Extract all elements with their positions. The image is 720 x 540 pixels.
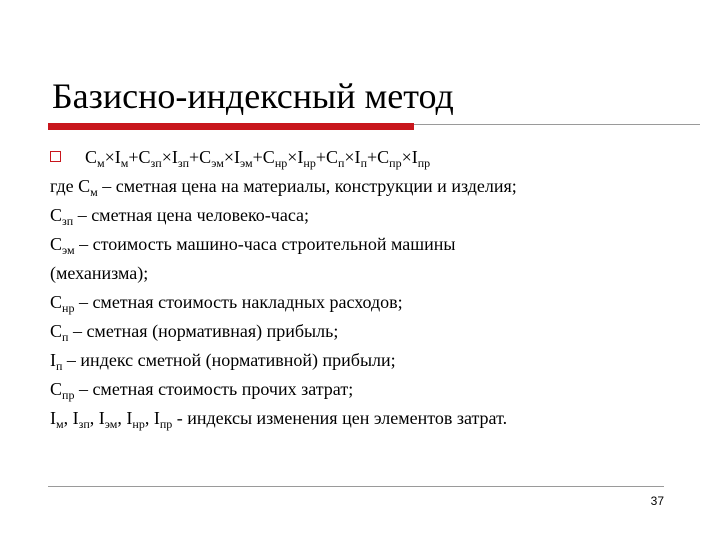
formula-subscript: пр <box>389 156 402 170</box>
formula-part: +С <box>252 147 275 167</box>
title-accent-bar <box>48 123 414 130</box>
formula-part: С <box>85 147 98 167</box>
formula-part: ×I <box>223 147 240 167</box>
definition-line-machine: $С_{эм}$ – стоимость машино-часа строительной машины <box>50 234 456 257</box>
indices-line: $I_м$, $I_{зп}$, $I_{эм}$, $I_{нр}$, $I_{пр}$ - индексы изменения цен элементов затрат. <box>50 408 508 431</box>
square-bullet-icon <box>50 151 61 162</box>
formula-line <box>50 143 690 172</box>
slide-title: Базисно-индексный метод <box>52 76 454 116</box>
definition-line-other: $С_{пр}$ – сметная стоимость прочих затрат; <box>50 379 354 402</box>
formula-part: ×I <box>287 147 304 167</box>
formula-subscript: нр <box>303 156 316 170</box>
formula-subscript: п <box>337 156 345 170</box>
formula-subscript: м <box>120 156 129 170</box>
formula-subscript: эм <box>240 156 253 170</box>
definition-line-materials: где $С_м$ – сметная цена на материалы, конструкции и изделия; <box>50 176 517 199</box>
slide-body <box>50 143 690 433</box>
definition-line-labor: $С_{зп}$ – сметная цена человеко-часа; <box>50 205 310 228</box>
page-number: 37 <box>650 494 664 508</box>
formula-subscript: зп <box>150 156 162 170</box>
formula-part: +С <box>315 147 338 167</box>
definition-line-profit-index: $I_п$ – индекс сметной (нормативной) прибыли; <box>50 350 396 373</box>
formula-subscript: м <box>97 156 105 170</box>
formula-subscript: эм <box>211 156 224 170</box>
formula-subscript: зп <box>177 156 190 170</box>
formula-part: +С <box>189 147 212 167</box>
formula-subscript: пр <box>417 156 431 170</box>
footer-rule <box>48 486 664 487</box>
formula-part: +С <box>366 147 390 167</box>
formula-part: ×I <box>401 147 418 167</box>
formula-part: ×I <box>344 147 361 167</box>
formula-subscript: нр <box>274 156 288 170</box>
definition-line-profit: $С_п$ – сметная (нормативная) прибыль; <box>50 321 339 344</box>
formula-part: ×I <box>161 147 178 167</box>
formula-part: ×I <box>104 147 121 167</box>
formula-part: +С <box>128 147 151 167</box>
formula-subscript: п <box>360 156 367 170</box>
definition-line-machine-cont: (механизма); <box>50 263 149 283</box>
definition-line-overhead: $С_{нр}$ – сметная стоимость накладных расходов; <box>50 292 403 315</box>
